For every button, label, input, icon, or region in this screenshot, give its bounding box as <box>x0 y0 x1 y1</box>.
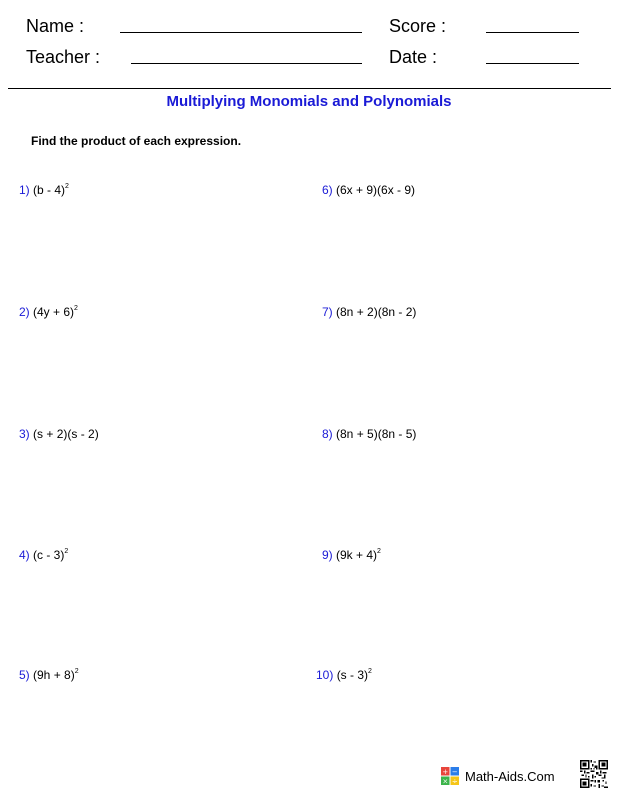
date-field-line[interactable] <box>486 63 579 64</box>
problem-exponent: 2 <box>64 548 69 555</box>
problem-expression: (8n + 2)(8n - 2) <box>336 305 417 319</box>
problem-7 <box>322 305 416 319</box>
problem-number: 6) <box>322 183 333 197</box>
problem-exponent: 2 <box>74 668 79 675</box>
teacher-label: Teacher : <box>26 47 101 67</box>
problem-number: 10) <box>316 668 334 682</box>
instructions: Find the product of each expression. <box>31 134 242 148</box>
problem-number: 9) <box>322 548 333 562</box>
date-label: Date : <box>389 47 438 67</box>
problem-exponent: 2 <box>377 548 381 555</box>
problem-3 <box>19 427 99 441</box>
svg-text:×: × <box>442 777 449 785</box>
score-label: Score : <box>389 16 447 36</box>
teacher-field-line[interactable] <box>131 63 362 64</box>
name-field-line[interactable] <box>120 32 362 33</box>
problem-number: 4) <box>19 548 30 562</box>
problem-number: 1) <box>19 183 30 197</box>
problem-expression: (s + 2)(s - 2) <box>33 427 99 441</box>
problem-1 <box>19 183 69 197</box>
problem-expression: (8n + 5)(8n - 5) <box>336 427 417 441</box>
problem-9 <box>322 548 381 562</box>
problem-6 <box>322 183 415 197</box>
svg-text:−: − <box>451 768 458 776</box>
problem-2 <box>19 305 78 319</box>
problem-10 <box>316 668 372 682</box>
problem-expression: (9h + 8) <box>33 668 75 682</box>
problem-expression: (4y + 6) <box>33 305 75 319</box>
name-label: Name : <box>26 16 85 36</box>
problem-exponent: 2 <box>368 668 372 675</box>
problem-4 <box>19 548 68 562</box>
problem-expression: (9k + 4) <box>336 548 378 562</box>
worksheet-title: Multiplying Monomials and Polynomials <box>166 93 452 110</box>
problem-number: 8) <box>322 427 333 441</box>
problem-5 <box>19 668 79 682</box>
calculator-icon <box>441 767 459 785</box>
problem-number: 5) <box>19 668 30 682</box>
score-field-line[interactable] <box>486 32 579 33</box>
problem-expression: (b - 4) <box>33 183 66 197</box>
svg-text:+: + <box>442 768 449 776</box>
problem-number: 7) <box>322 305 333 319</box>
problem-number: 3) <box>19 427 30 441</box>
problem-exponent: 2 <box>65 183 69 190</box>
svg-text:÷: ÷ <box>451 777 458 785</box>
problem-expression: (s - 3) <box>336 668 369 682</box>
problem-exponent: 2 <box>74 305 78 312</box>
problem-8 <box>322 427 416 441</box>
problem-number: 2) <box>19 305 30 319</box>
header-divider <box>8 88 611 89</box>
problem-expression: (c - 3) <box>33 548 65 562</box>
qr-code-icon <box>580 760 608 788</box>
brand-name: Math-Aids.Com <box>465 769 555 784</box>
problem-expression: (6x + 9)(6x - 9) <box>336 183 416 197</box>
